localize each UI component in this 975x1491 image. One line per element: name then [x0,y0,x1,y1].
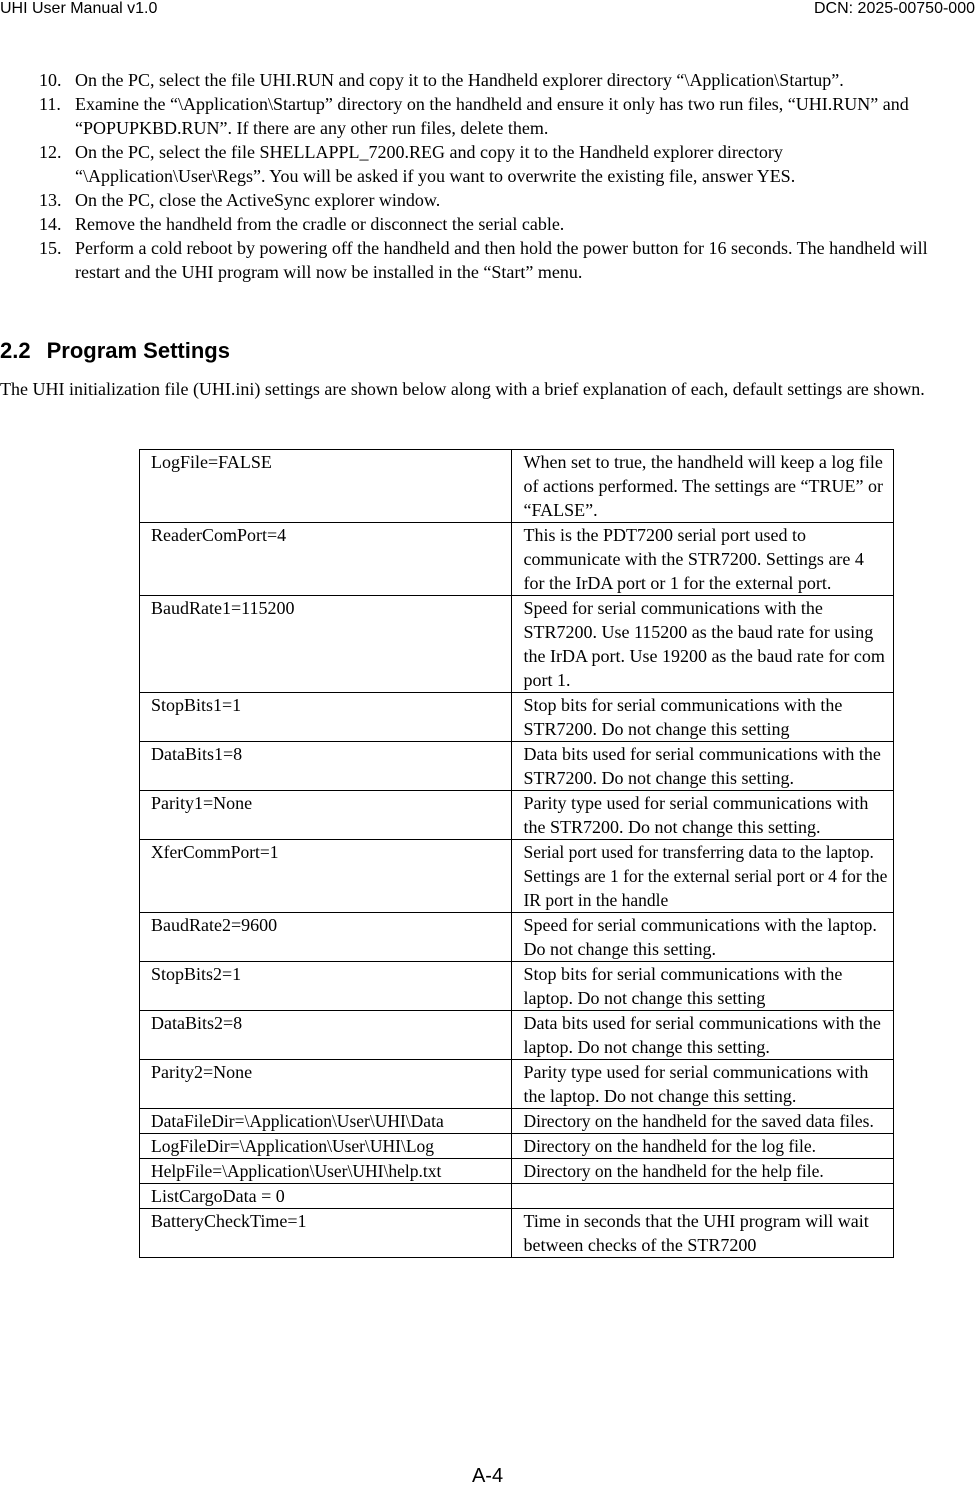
setting-description: Directory on the handheld for the saved data files. [512,1109,894,1134]
setting-key: DataBits2=8 [140,1011,512,1060]
page-number: A-4 [471,1465,504,1487]
list-item [0,188,975,212]
setting-description: Speed for serial communications with the laptop. Do not change this setting. [512,913,894,962]
list-item [0,236,975,284]
table-row [140,1159,894,1184]
table-row [140,791,894,840]
setting-key: Parity1=None [140,791,512,840]
list-item [0,68,975,92]
table-row [140,1134,894,1159]
setting-key: BaudRate1=115200 [140,596,512,693]
table-row [140,1011,894,1060]
table-row [140,840,894,913]
list-item [0,212,975,236]
list-item [0,92,975,140]
step-number: 13. [39,190,62,210]
table-row [140,450,894,523]
setting-description: Directory on the handheld for the help file. [512,1159,894,1184]
setting-key: LogFileDir=\Application\User\UHI\Log [140,1134,512,1159]
step-text: On the PC, select the file UHI.RUN and copy it to the Handheld explorer directory “\Application\Startup”. [75,70,844,90]
page-header [0,0,975,22]
step-number: 10. [39,70,62,90]
table-row [140,1109,894,1134]
step-text: On the PC, select the file SHELLAPPL_7200.REG and copy it to the Handheld explorer directory “\Application\User\Regs”. You will be asked if you want to overwrite the existing file, answer YES. [75,142,796,186]
install-steps-list [0,68,975,284]
document-control-number: DCN: 2025-00750-000 [814,0,975,17]
step-number: 14. [39,214,62,234]
section-title: Program Settings [46,338,230,363]
setting-key: DataBits1=8 [140,742,512,791]
step-number: 11. [39,94,61,114]
setting-description: Directory on the handheld for the log file. [512,1134,894,1159]
table-row [140,523,894,596]
setting-key: LogFile=FALSE [140,450,512,523]
setting-description: Serial port used for transferring data to the laptop. Settings are 1 for the external serial port or 4 for the IR port in the handle [512,840,894,913]
setting-description: Parity type used for serial communications with the laptop. Do not change this setting. [512,1060,894,1109]
table-row [140,1184,894,1209]
setting-description [512,1184,894,1209]
settings-table [139,449,894,1258]
table-row [140,742,894,791]
setting-description: Data bits used for serial communications with the STR7200. Do not change this setting. [512,742,894,791]
list-item [0,140,975,188]
step-number: 15. [39,238,62,258]
table-row [140,962,894,1011]
setting-description: Speed for serial communications with the STR7200. Use 115200 as the baud rate for using the IrDA port. Use 19200 as the baud rate for com port 1. [512,596,894,693]
setting-description: This is the PDT7200 serial port used to communicate with the STR7200. Settings are 4 for the IrDA port or 1 for the external port. [512,523,894,596]
table-row [140,596,894,693]
section-number: 2.2 [0,338,31,363]
setting-key: ListCargoData = 0 [140,1184,512,1209]
setting-description: Stop bits for serial communications with the laptop. Do not change this setting [512,962,894,1011]
setting-key: StopBits2=1 [140,962,512,1011]
section-intro: The UHI initialization file (UHI.ini) settings are shown below along with a brief explanation of each, default settings are shown. [0,379,925,399]
setting-key: BaudRate2=9600 [140,913,512,962]
document-title: UHI User Manual v1.0 [0,0,158,17]
setting-key: ReaderComPort=4 [140,523,512,596]
section-heading [0,337,230,365]
table-row [140,1060,894,1109]
step-text: On the PC, close the ActiveSync explorer window. [75,190,441,210]
step-text: Perform a cold reboot by powering off the handheld and then hold the power button for 16 seconds. The handheld will restart and the UHI program will now be installed in the “Start” menu. [75,238,928,282]
setting-key: Parity2=None [140,1060,512,1109]
setting-key: BatteryCheckTime=1 [140,1209,512,1258]
setting-key: XferCommPort=1 [140,840,512,913]
table-row [140,1209,894,1258]
setting-description: When set to true, the handheld will keep a log file of actions performed. The settings are “TRUE” or “FALSE”. [512,450,894,523]
table-row [140,693,894,742]
step-number: 12. [39,142,62,162]
setting-description: Data bits used for serial communications with the laptop. Do not change this setting. [512,1011,894,1060]
setting-description: Time in seconds that the UHI program will wait between checks of the STR7200 [512,1209,894,1258]
setting-key: DataFileDir=\Application\User\UHI\Data [140,1109,512,1134]
setting-key: StopBits1=1 [140,693,512,742]
setting-key: HelpFile=\Application\User\UHI\help.txt [140,1159,512,1184]
table-row [140,913,894,962]
step-text: Remove the handheld from the cradle or disconnect the serial cable. [75,214,565,234]
setting-description: Parity type used for serial communications with the STR7200. Do not change this setting. [512,791,894,840]
setting-description: Stop bits for serial communications with the STR7200. Do not change this setting [512,693,894,742]
step-text: Examine the “\Application\Startup” directory on the handheld and ensure it only has two run files, “UHI.RUN” and “POPUPKBD.RUN”. If there are any other run files, delete them. [75,94,909,138]
